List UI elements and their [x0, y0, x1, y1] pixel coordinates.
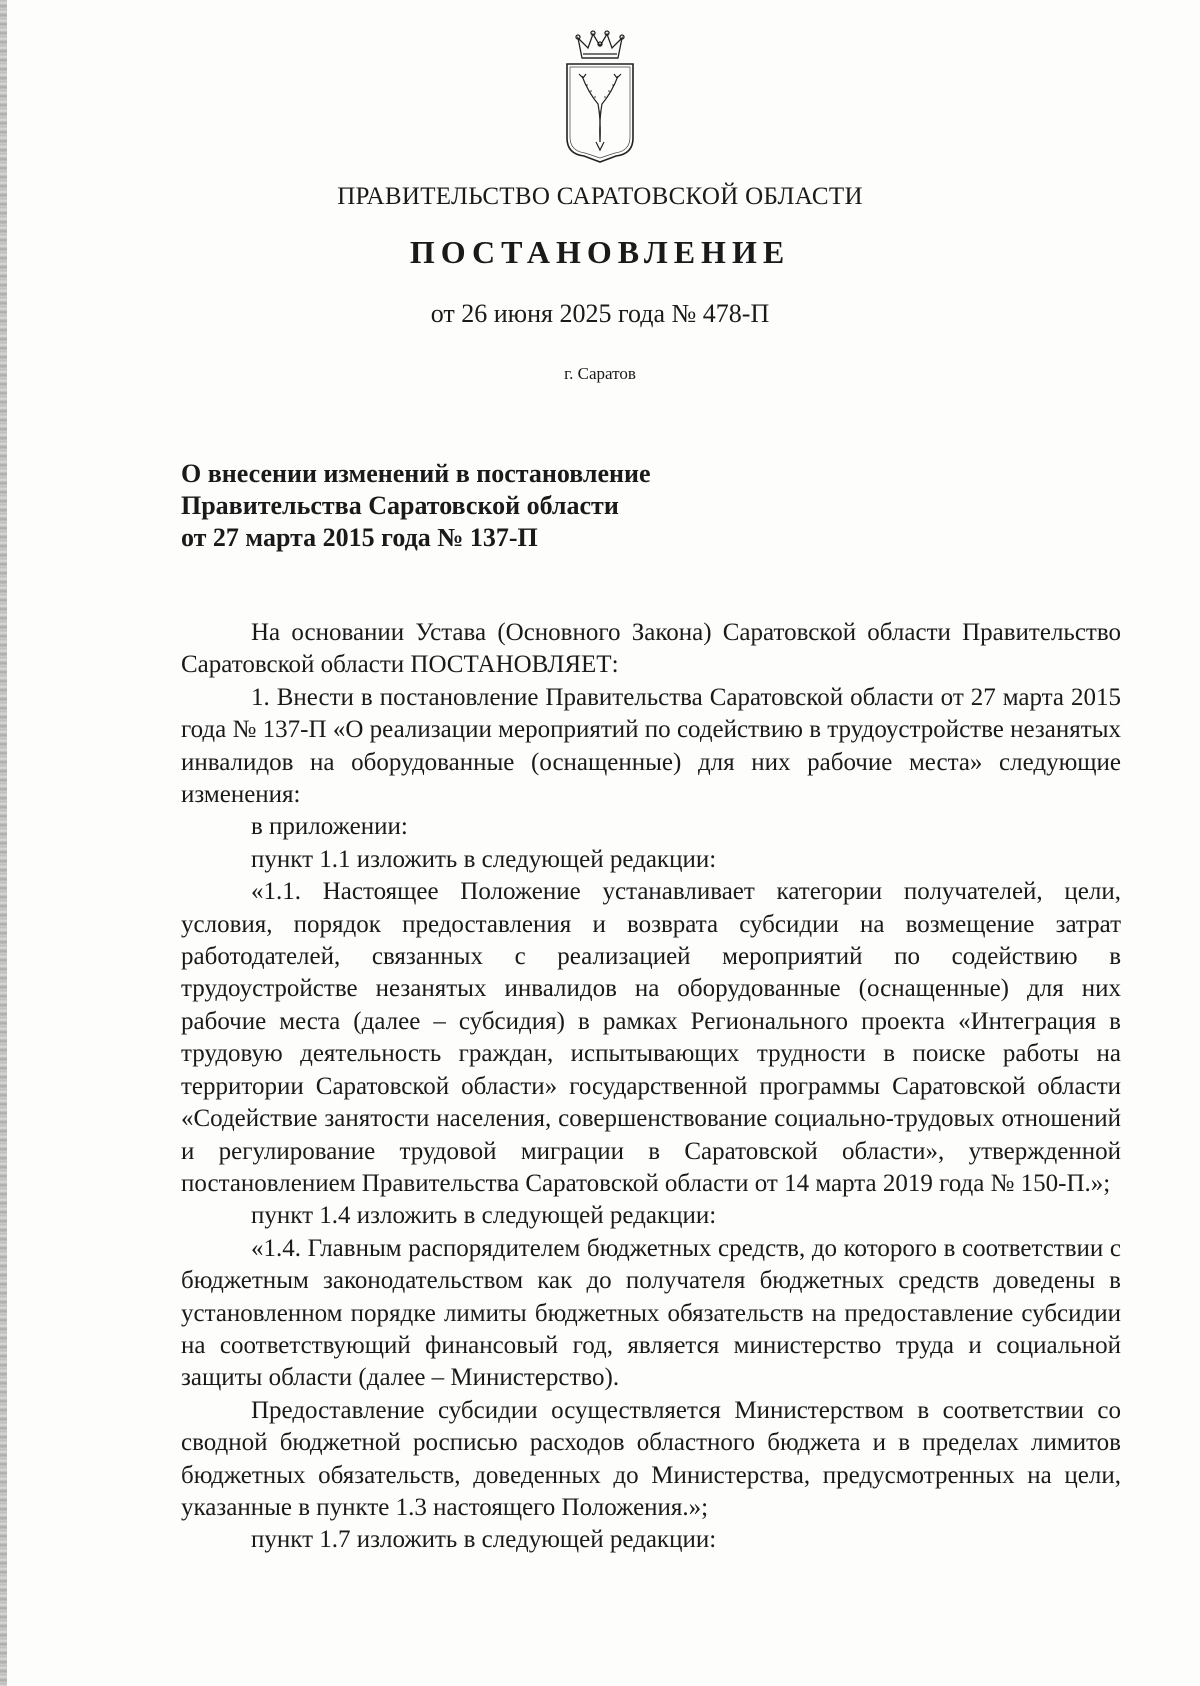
body-paragraph: пункт 1.1 изложить в следующей редакции: [251, 845, 717, 873]
organization-name: ПРАВИТЕЛЬСТВО САРАТОВСКОЙ ОБЛАСТИ [337, 183, 863, 210]
body-paragraph: «1.1. Настоящее Положение устанавливает категории получателей, цели, условия, порядок предоставления и возврата субсидии на возмещение затрат работодателей, связанных с реализацией мероприятий по содействию в трудоустройстве незанятых инвалидов на оборудованные (оснащенные) для них рабочие места (далее – субсидия) в рамках Регионального проекта «Интеграция в трудовую деятельность граждан, испытывающих трудности в поиске работы на территории Саратовской области» государственной программы Саратовской области «Содействие занятости населения, совершенствование социально-трудовых отношений и регулирование трудовой миграции в Саратовской области», утвержденной постановлением Правительства Саратовской области от 14 марта 2019 года № 150-П.»; [181, 878, 1121, 1197]
body-paragraph: На основании Устава (Основного Закона) Саратовской области Правительство Саратовской области ПОСТАНОВЛЯЕТ: [181, 619, 1121, 679]
body-paragraph: 1. Внести в постановление Правительства Саратовской области от 27 марта 2015 года № 137-П «О реализации мероприятий по содействию в трудоустройстве незанятых инвалидов на оборудованные (оснащенные) для них рабочие места» следующие изменения: [181, 683, 1121, 809]
subject-line: Правительства Саратовской области [181, 491, 619, 520]
coat-of-arms-emblem [560, 30, 640, 165]
body-paragraph: Предоставление субсидии осуществляется Министерством в соответствии со сводной бюджетной росписью расходов областного бюджета и в пределах лимитов бюджетных обязательств, доведенных до Министерства, предусмотренных на цели, указанные в пункте 1.3 настоящего Положения.»; [181, 1396, 1121, 1521]
body-paragraph: пункт 1.7 изложить в следующей редакции: [251, 1526, 717, 1554]
subject-line: О внесении изменений в постановление [181, 459, 651, 488]
body-paragraph: в приложении: [251, 813, 408, 841]
document-type-title: ПОСТАНОВЛЕНИЕ [409, 234, 791, 270]
document-date-number: от 26 июня 2025 года № 478-П [430, 299, 770, 328]
body-paragraph: пункт 1.4 изложить в следующей редакции: [251, 1202, 717, 1230]
body-paragraph: «1.4. Главным распорядителем бюджетных средств, до которого в соответствии с бюджетным законодательством как до получателя бюджетных средств доведены в установленном порядке лимиты бюджетных обязательств на предоставление субсидии на соответствующий финансовый год, является министерство труда и социальной защиты области (далее – Министерство). [181, 1234, 1121, 1392]
document-subject [181, 458, 881, 554]
subject-line: от 27 марта 2015 года № 137-П [181, 523, 538, 552]
document-body [181, 617, 1121, 1557]
document-city: г. Саратов [564, 364, 636, 383]
